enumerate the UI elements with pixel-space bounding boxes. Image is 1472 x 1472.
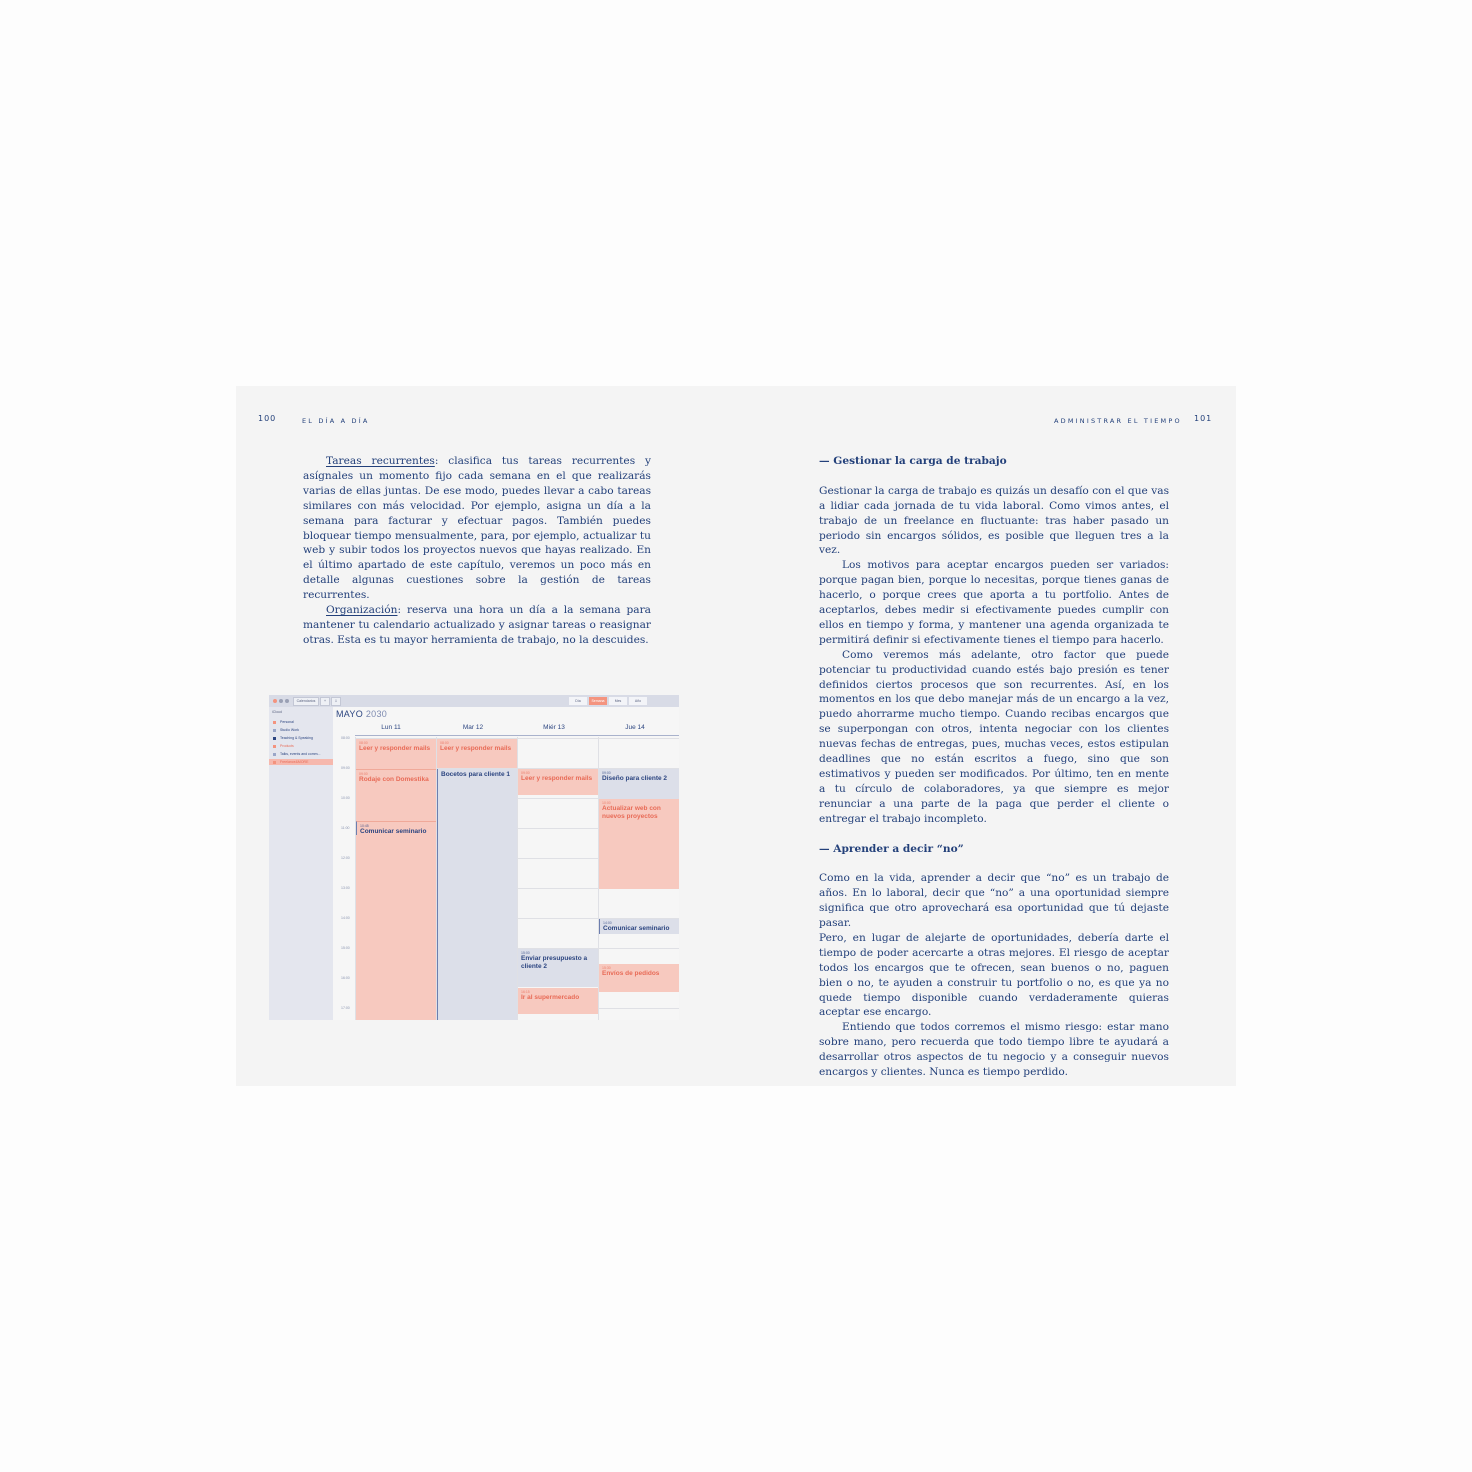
hour-label: 16:00	[341, 976, 350, 980]
month-title: MAYO 2030	[336, 709, 388, 719]
calendar-event[interactable]: 08:00 Leer y responder mails	[359, 741, 431, 752]
add-event-button[interactable]: +	[320, 697, 330, 706]
checkbox-icon[interactable]	[273, 745, 276, 748]
calendar-item[interactable]: Studio Work	[273, 727, 333, 733]
calendar-event[interactable]: Bocetos para cliente 1	[437, 769, 517, 1020]
calendar-event[interactable]: 14:00 Comunicar seminario	[599, 919, 679, 934]
export-icon[interactable]: ⇩	[331, 697, 341, 706]
hour-label: 09:00	[341, 766, 350, 770]
calendar-toolbar	[269, 695, 679, 707]
checkbox-icon[interactable]	[273, 737, 276, 740]
checkbox-icon[interactable]	[273, 721, 276, 724]
term-label: Organización	[326, 604, 398, 617]
day-header[interactable]: Mar 12	[462, 724, 484, 731]
checkbox-icon[interactable]	[273, 761, 276, 764]
window-close-icon[interactable]	[273, 699, 277, 703]
calendar-event[interactable]: 15:00 Enviar presupuesto a cliente 2	[518, 949, 598, 987]
calendar-event[interactable]: 08:00 Leer y responder mails	[437, 739, 517, 768]
calendar-item[interactable]: Teaching & Speaking	[273, 735, 333, 741]
view-month-button[interactable]: Mes	[609, 697, 627, 705]
calendar-event[interactable]: 10:45 Comunicar seminario	[356, 821, 436, 835]
right-page-number: 101	[1194, 414, 1213, 423]
paragraph: Como en la vida, aprender a decir que “no” es un trabajo de años. En lo laboral, decir que “no” a una oportunidad siempre significa que otro aprovechará esa oportunidad que tú dejaste pasar.	[819, 872, 1169, 930]
calendar-item-selected[interactable]: Freelance&MORE	[269, 759, 333, 765]
hour-label: 17:00	[341, 1006, 350, 1010]
paragraph-text: : reserva una hora un día a la semana para mantener tu calendario actualizado y asignar tareas o reasignar otras. Esta es tu mayor herramienta de trabajo, no la descuides.	[303, 604, 651, 646]
paragraph-organizacion	[303, 603, 651, 648]
calendar-week-view	[333, 707, 679, 1020]
view-day-button[interactable]: Día	[569, 697, 587, 705]
calendar-sidebar	[269, 707, 333, 1020]
hour-label: 11:00	[341, 826, 350, 830]
section-heading: — Gestionar la carga de trabajo	[819, 455, 1007, 467]
paragraph: Como veremos más adelante, otro factor que puede potenciar tu productividad cuando estés bajo presión es tener definidos ciertos procesos que son recurrentes. Así, en los momentos en los que debo manejar más de un encargo a la vez, puedo ahorrarme mucho tiempo. Cuando recibas encargos que se superpongan con otros, intenta negociar con los clientes nuevas fechas de entregas, pues, muchas veces, estos estipulan deadlines que no están escritos a fuego, sino que son estimativos y pueden ser modificados. Por último, ten en mente a tu círculo de colaboradores, ya que siempre es mejor renunciar a una parte de la paga que perder el cliente o entregar el trabajo incompleto.	[819, 648, 1169, 825]
checkbox-icon[interactable]	[273, 753, 276, 756]
right-text-column	[819, 454, 1169, 1080]
calendars-button[interactable]: Calendarios	[293, 697, 319, 706]
day-header[interactable]: Jue 14	[625, 724, 645, 731]
hour-label: 15:00	[341, 946, 350, 950]
window-minimize-icon[interactable]	[279, 699, 283, 703]
calendar-event[interactable]: 10:00 Actualizar web con nuevos proyectos	[599, 799, 679, 889]
book-spread	[236, 386, 1236, 1086]
checkbox-icon[interactable]	[273, 729, 276, 732]
window-zoom-icon[interactable]	[285, 699, 289, 703]
spacer	[819, 827, 1169, 842]
calendar-event[interactable]: 09:00 Leer y responder mails	[518, 769, 598, 795]
left-running-head: EL DÍA A DÍA	[302, 417, 370, 425]
right-running-head: ADMINISTRAR EL TIEMPO	[1054, 417, 1182, 425]
calendar-event[interactable]: 09:00 Rodaje con Domestika	[356, 769, 436, 819]
hour-label: 12:00	[341, 856, 350, 860]
paragraph: Gestionar la carga de trabajo es quizás un desafío con el que vas a lidiar cada jornada de tu vida laboral. Como vimos antes, el trabajo de un freelance en fluctuante: tras haber pasado un periodo sin encargos sólidos, es posible que lleguen tres a la vez.	[819, 484, 1169, 557]
calendar-screenshot	[269, 695, 679, 1020]
calendar-item[interactable]: Talks, events and comm...	[273, 751, 333, 757]
day-header[interactable]: Miér 13	[543, 724, 565, 731]
sidebar-header: iCloud	[272, 710, 282, 714]
calendar-event[interactable]: 15:30 Envíos de pedidos	[599, 964, 679, 992]
hour-label: 10:00	[341, 796, 350, 800]
calendar-item[interactable]: Products	[273, 743, 333, 749]
calendar-item[interactable]: Personal	[273, 719, 333, 725]
day-header[interactable]: Lun 11	[381, 724, 401, 731]
left-text-column	[303, 454, 651, 648]
paragraph: Entiendo que todos corremos el mismo riesgo: estar mano sobre mano, pero recuerda que todo tiempo libre te ayudará a desarrollar otros aspectos de tu negocio y a conseguir nuevos encargos y clientes. Nunca es tiempo perdido.	[819, 1021, 1169, 1079]
term-label: Tareas recurrentes	[326, 455, 435, 467]
hour-label: 14:00	[341, 916, 350, 920]
view-year-button[interactable]: Año	[629, 697, 647, 705]
calendar-event[interactable]: 09:00 Diseño para cliente 2	[599, 769, 679, 799]
section-heading: — Aprender a decir “no”	[819, 842, 964, 855]
left-page-number: 100	[258, 414, 277, 423]
paragraph: Los motivos para aceptar encargos pueden ser variados: porque pagan bien, porque lo necesitas, porque tienes ganas de hacerlo, o porque crees que aporta a tu portfolio. Antes de aceptarlos, debes medir si efectivamente puedes cumplir con ellos en tiempo y forma, y mantener una agenda organizada te permitirá definir si efectivamente tienes el tiempo para hacerlo.	[819, 559, 1169, 646]
spacer	[819, 856, 1169, 871]
paragraph-text: : clasifica tus tareas recurrentes y asígnales un momento fijo cada semana en el que realizarás varias de ellas juntas. De ese modo, puedes llevar a cabo tareas similares con más velocidad. Por ejemplo, asigna un día a la semana para facturar y efectuar pagos. También puedes bloquear tiempo mensualmente, para, por ejemplo, actualizar tu web y subir todos los proyectos nuevos que hayas realizado. En el último apartado de este capítulo, veremos un poco más en detalle algunas cuestiones sobre la gestión de tareas recurrentes.	[303, 455, 651, 602]
view-week-button[interactable]: Semana	[589, 697, 607, 705]
paragraph: Pero, en lugar de alejarte de oportunidades, debería darte el tiempo de poder acercarte a otras mejores. El riesgo de aceptar todos los encargos que te ofrecen, sean buenos o no, paguen bien o no, te ayuden a construir tu portfolio o no, es que ya no quede tiempo disponible cuando verdaderamente quieras aceptar ese encargo.	[819, 931, 1169, 1019]
header-divider	[355, 735, 679, 736]
hour-label: 13:00	[341, 886, 350, 890]
calendar-event[interactable]: 16:15 Ir al supermercado	[518, 988, 598, 1014]
hour-label: 08:00	[341, 736, 350, 740]
spacer	[819, 469, 1169, 484]
paragraph-tareas-recurrentes	[303, 454, 651, 603]
